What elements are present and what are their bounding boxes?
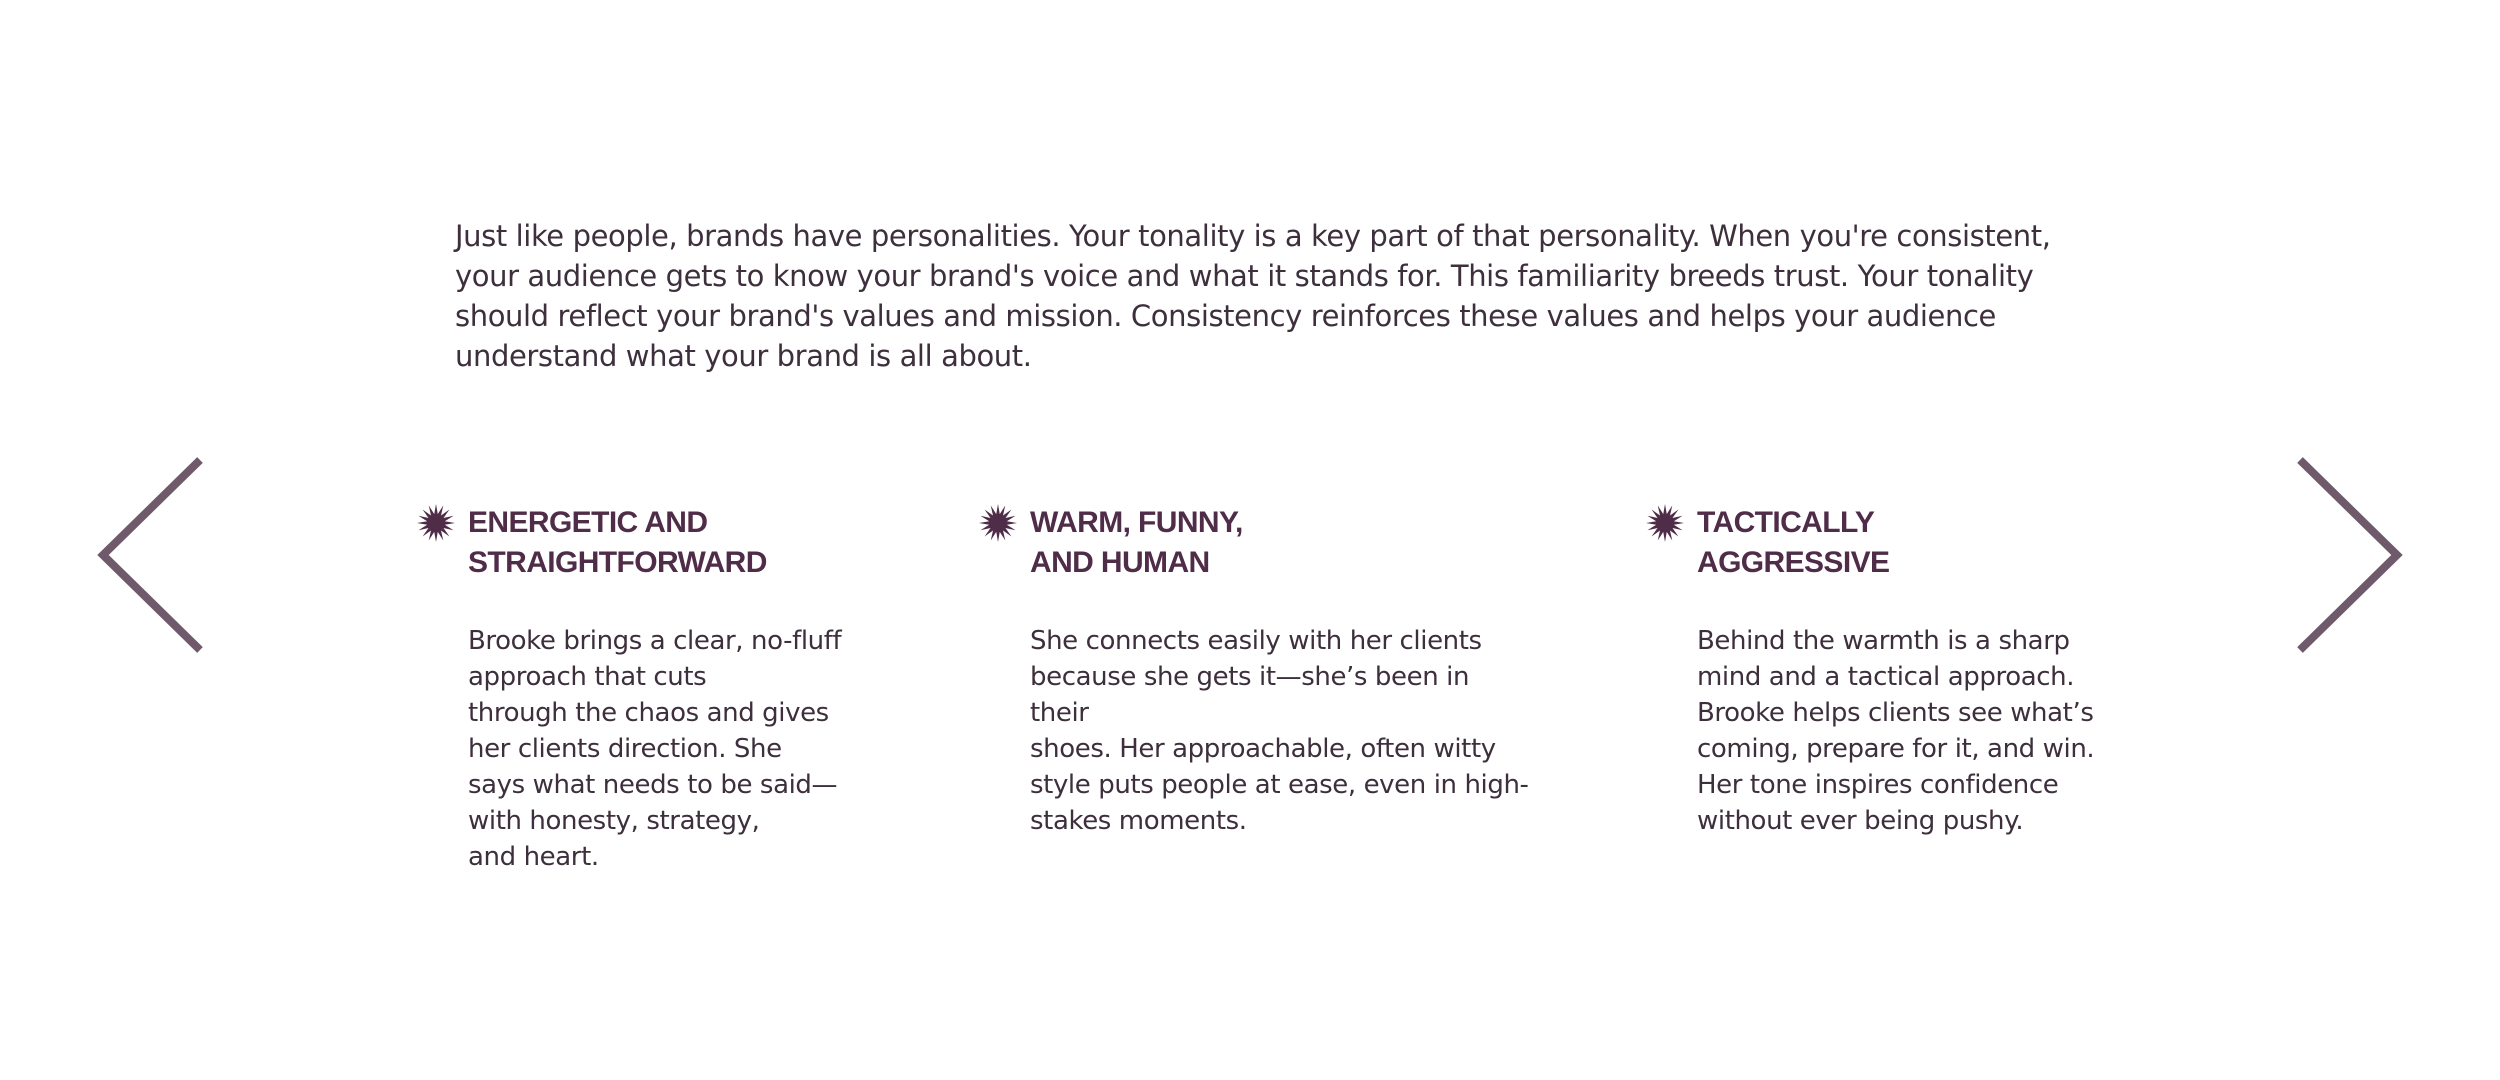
- previous-slide-button[interactable]: [95, 455, 205, 655]
- trait-title: WARM, FUNNY, AND HUMAN: [1030, 506, 1243, 579]
- intro-paragraph: Just like people, brands have personalities. Your tonality is a key part of that personality. When you're consistent, your audience gets to know your brand's voice and what it stands for. This familiarity breeds trust. Your tonality should reflect your brand's values and mission. Consistency reinforces these values and helps your audience understand what your brand is all about.: [455, 219, 2051, 373]
- starburst-icon: [416, 503, 456, 543]
- trait-title: TACTICALLY AGGRESSIVE: [1697, 506, 1890, 579]
- trait-column-tactical: [1645, 503, 2117, 839]
- trait-description: Brooke brings a clear, no-fluff approach that cuts through the chaos and gives her clients direction. She says what needs to be said— with honesty, strategy, and heart.: [468, 626, 842, 872]
- next-slide-button[interactable]: [2295, 455, 2405, 655]
- starburst-icon: [978, 503, 1018, 543]
- trait-title: ENERGETIC AND STRAIGHTFORWARD: [468, 506, 767, 579]
- chevron-left-icon: [95, 455, 205, 655]
- trait-description: She connects easily with her clients because she gets it—she’s been in their shoes. Her approachable, often witty style puts people at ease, even in high- stakes moments.: [1030, 626, 1529, 836]
- trait-column-energetic: [416, 503, 888, 875]
- trait-column-warm: [978, 503, 1530, 839]
- starburst-icon: [1645, 503, 1685, 543]
- trait-description: Behind the warmth is a sharp mind and a tactical approach. Brooke helps clients see what’s coming, prepare for it, and win. Her tone inspires confidence without ever being pushy.: [1697, 626, 2095, 836]
- chevron-right-icon: [2295, 455, 2405, 655]
